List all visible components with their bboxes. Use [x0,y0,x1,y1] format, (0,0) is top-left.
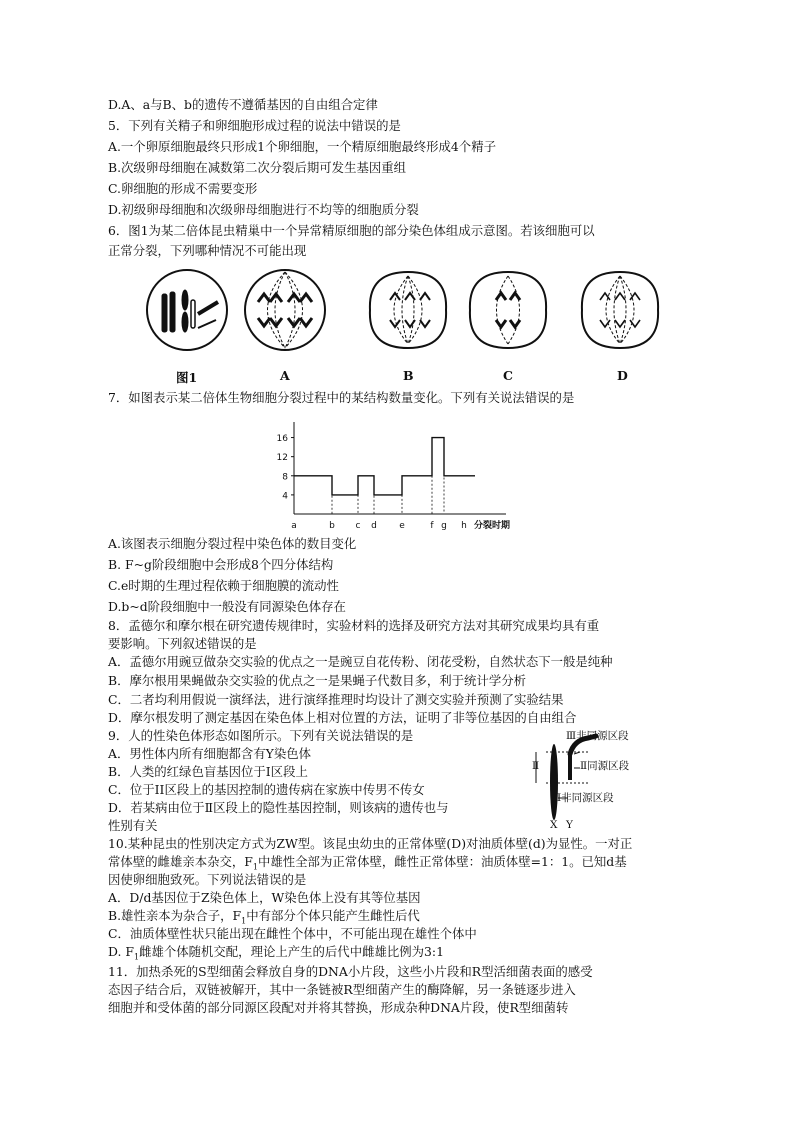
question-5-option-a: A.一个卵原细胞最终只形成1个卵细胞，一个精原细胞最终形成4个精子 [108,139,496,154]
y-tick-label: 8 [282,472,288,483]
question-10-option-d: D. $F_1$雌雄个体随机交配，理论上产生的后代中雌雄比例为3:1 [108,944,444,962]
question-7-chart [270,418,530,534]
question-6-stem-cont: 正常分裂，下列哪种情况不可能出现 [108,243,307,258]
question-7-option-a: A.该图表示细胞分裂过程中染色体的数目变化 [108,536,357,551]
question-10-stem: 10.某种昆虫的性别决定方式为ZW型。该昆虫幼虫的正常体壁(D)对油质体壁(d)为显性。一对正 [108,836,633,851]
cell-figure-1 [147,270,227,350]
question-10-option-a: A．D/d基因位于Z染色体上，W染色体上没有其等位基因 [108,890,421,905]
question-8-stem: 8．孟德尔和摩尔根在研究遗传规律时，实验材料的选择及研究方法对其研究成果均具有重 [108,618,600,633]
question-9-option-d: D．若某病由位于Ⅱ区段上的隐性基因控制，则该病的遗传也与 [108,800,449,815]
region-ii-label: Ⅱ同源区段 [580,760,630,772]
question-9-option-a: A．男性体内所有细胞都含有Y染色体 [108,746,311,761]
y-chromosome-label: Y [566,819,573,831]
figure-1-label: 图1 [176,370,198,385]
figure-c-label: C [503,368,513,383]
x-tick-label: h [461,521,467,531]
question-7-option-b: B. F~g阶段细胞中会形成8个四分体结构 [108,557,334,572]
region-side-label: Ⅱ [532,760,540,772]
question-6-stem: 6．图1为某二倍体昆虫精巢中一个异常精原细胞的部分染色体组成示意图。若该细胞可以 [108,223,595,238]
question-9-option-c: C．位于II区段上的基因控制的遗传病在家族中传男不传女 [108,782,425,797]
x-axis-label: 分裂时期 [474,521,511,531]
x-tick-label: e [399,521,405,531]
x-tick-label: g [441,521,447,531]
question-10-stem-cont: 常体壁的雌雄亲本杂交，$F_1$中雄性全部为正常体壁，雌性正常体壁：油质体壁=1：1。已知d基 [108,854,627,872]
question-11-stem-cont: 态因子结合后，双链被解开，其中一条链被R型细菌产生的酶降解，另一条链逐步进入 [108,982,576,997]
region-iii-label: Ⅲ非同源区段 [566,730,629,742]
question-10-stem-end: 因使卵细胞致死。下列说法错误的是 [108,872,307,887]
data-step-line [294,438,475,495]
figure-b-label: B [403,368,414,383]
question-5-stem: 5．下列有关精子和卵细胞形成过程的说法中错误的是 [108,118,401,133]
question-8-option-d: D．摩尔根发明了测定基因在染色体上相对位置的方法，证明了非等位基因的自由组合 [108,710,577,725]
question-5-option-c: C.卵细胞的形成不需要变形 [108,181,258,196]
question-11-stem-cont2: 细胞并和受体菌的部分同源区段配对并将其替换，形成杂种DNA片段，使R型细菌转 [108,1000,569,1015]
question-7-option-d: D.b~d阶段细胞中一般没有同源染色体存在 [108,599,346,614]
question-9-stem: 9．人的性染色体形态如图所示。下列有关说法错误的是 [108,728,414,743]
y-tick-label: 12 [276,453,288,464]
figure-a-label: A [280,368,290,383]
question-8-option-c: C．二者均利用假说一演绎法，进行演绎推理时均设计了测交实验并预测了实验结果 [108,692,564,707]
cell-a [245,270,325,350]
question-10-option-b: B.雄性亲本为杂合子，$F_1$中有部分个体只能产生雌性后代 [108,908,420,926]
y-tick-label: 16 [276,434,288,445]
x-tick-label: d [371,521,377,531]
question-9-option-d-cont: 性别有关 [108,818,158,833]
question-10-option-c: C．油质体壁性状只能出现在雌性个体中，不可能出现在雄性个体中 [108,926,477,941]
x-tick-label: a [291,521,297,531]
question-5-option-d: D.初级卵母细胞和次级卵母细胞进行不均等的细胞质分裂 [108,202,419,217]
question-8-stem-cont: 要影响。下列叙述错误的是 [108,636,257,651]
x-chromosome-label: X [550,819,558,831]
cell-c [470,272,546,348]
y-tick-label: 4 [282,491,288,502]
question-9-option-b: B．人类的红绿色盲基因位于I区段上 [108,764,308,779]
cell-b [370,272,446,348]
question-7-option-c: C.e时期的生理过程依赖于细胞膜的流动性 [108,578,339,593]
question-6-figure [140,262,660,366]
question-11-stem: 11．加热杀死的S型细菌会释放自身的DNA小片段，这些小片段和R型活细菌表面的感受 [108,964,593,979]
x-tick-label: b [329,521,335,531]
question-8-option-b: B．摩尔根用果蝇做杂交实验的优点之一是果蝇子代数目多，利于统计学分析 [108,673,526,688]
text-line: D.A、a与B、b的遗传不遵循基因的自由组合定律 [108,97,378,112]
question-8-option-a: A．孟德尔用豌豆做杂交实验的优点之一是豌豆自花传粉、闭花受粉，自然状态下一般是纯种 [108,654,613,669]
cell-d [582,272,658,348]
question-7-stem: 7．如图表示某二倍体生物细胞分裂过程中的某结构数量变化。下列有关说法错误的是 [108,390,575,405]
x-tick-label: c [355,521,361,531]
figure-d-label: D [617,368,628,383]
question-5-option-b: B.次级卵母细胞在减数第二次分裂后期可发生基因重组 [108,160,407,175]
region-i-label: I非同源区段 [557,792,614,804]
x-tick-label: f [430,521,434,531]
